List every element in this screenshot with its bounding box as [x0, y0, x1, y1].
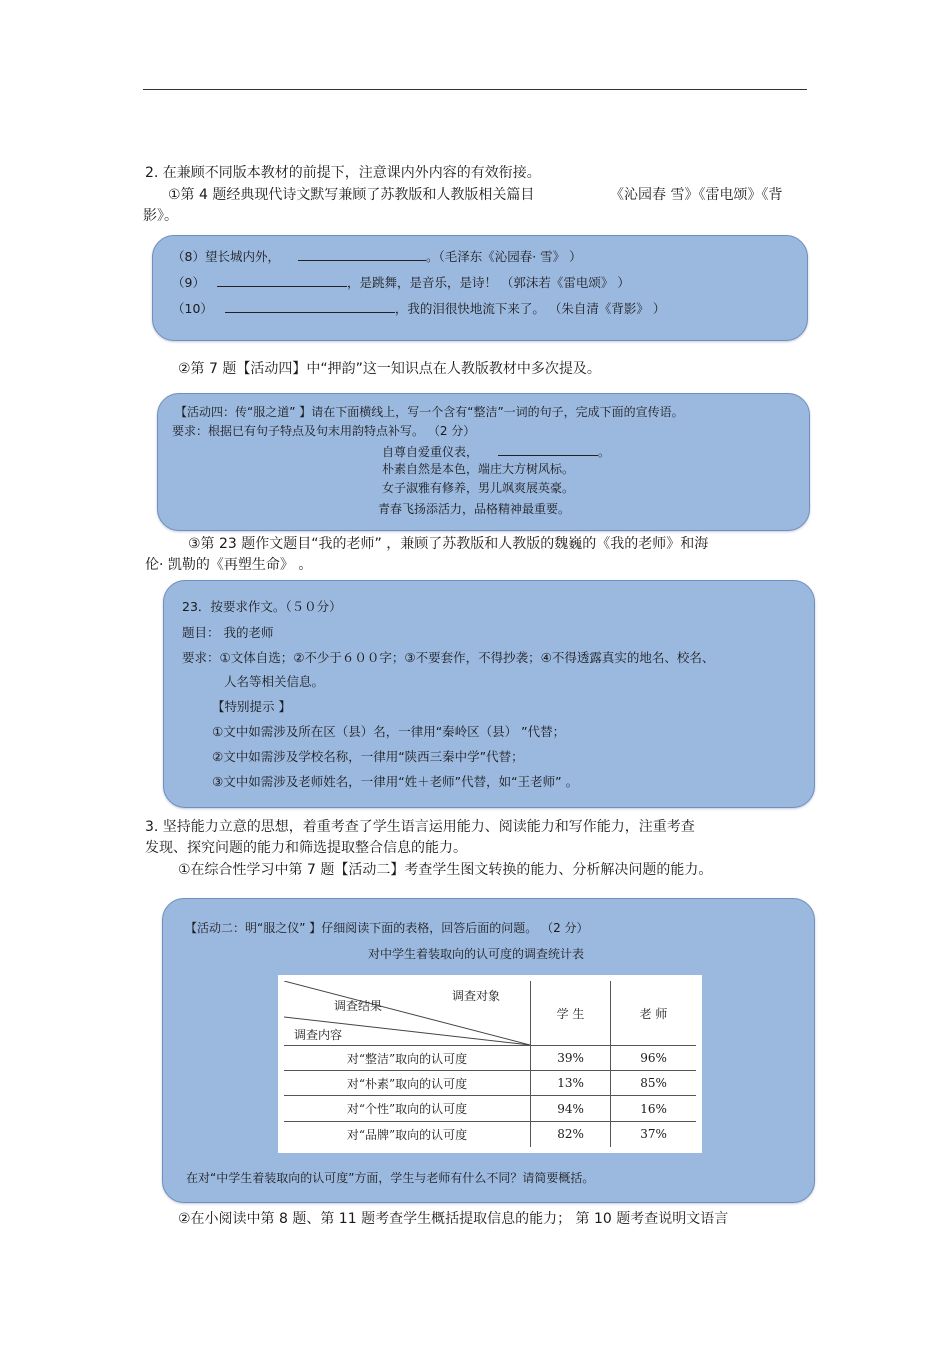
row-students: 82% — [531, 1121, 611, 1150]
row-teachers: 37% — [611, 1121, 699, 1150]
dictation-8-blank[interactable] — [298, 246, 426, 261]
table-row — [281, 1046, 699, 1071]
section2-item2: ②第 7 题【活动四】中“押韵”这一知识点在人教版教材中多次提及。 — [178, 361, 601, 377]
activity4-title: 【活动四：传“服之道” 】请在下面横线上，写一个含有“整洁”一词的句子，完成下面的宣传语。 — [175, 405, 684, 419]
header-survey-object: 调查对象 — [452, 989, 501, 1003]
essay-line2: 题目： 我的老师 — [182, 625, 274, 640]
row-label: 对“整洁”取向的认可度 — [281, 1046, 531, 1071]
section2-item1-tail: 影》。 — [143, 208, 178, 224]
activity2-question: 在对“中学生着装取向的认可度”方面，学生与老师有什么不同？请简要概括。 — [186, 1171, 595, 1185]
header-survey-result: 调查结果 — [334, 999, 383, 1013]
dictation-line-10 — [172, 298, 665, 317]
activity2-title: 【活动二：明“服之仪” 】仔细阅读下面的表格，回答后面的问题。 （2 分） — [185, 921, 589, 935]
dictation-8-source: 。（毛泽东《沁园春· 雪》 ） — [425, 249, 582, 264]
essay-line5: 【特别提示 】 — [212, 699, 291, 714]
section3-heading-line1: 3. 坚持能力立意的思想，着重考查了学生语言运用能力、阅读能力和写作能力，注重考查 — [145, 819, 695, 835]
col-teachers: 老 师 — [611, 978, 699, 1046]
row-teachers: 96% — [611, 1046, 699, 1071]
col-students: 学 生 — [531, 978, 611, 1046]
row-teachers: 16% — [611, 1096, 699, 1121]
header-survey-content: 调查内容 — [294, 1028, 343, 1042]
row-label: 对“品牌”取向的认可度 — [281, 1121, 531, 1150]
dictation-8-prefix: （8）望长城内外， — [172, 249, 280, 264]
section2-item1-text: ①第 4 题经典现代诗文默写兼顾了苏教版和人教版相关篇目 — [168, 187, 535, 203]
survey-header-row — [281, 978, 699, 1046]
activity4-line3: 女子淑雅有修养，男儿飒爽展英豪。 — [382, 481, 575, 495]
essay-line3: 要求：①文体自选；②不少于６００字；③不要套作，不得抄袭；④不得透露真实的地名、校名、 — [182, 650, 715, 665]
dictation-line-9 — [172, 272, 630, 291]
essay-line4: 人名等相关信息。 — [224, 674, 325, 689]
dictation-10-source: ，我的泪很快地流下来了。 （朱自清《背影》 ） — [394, 301, 666, 316]
row-label: 对“朴素”取向的认可度 — [281, 1071, 531, 1096]
activity4-line4: 青春飞扬添活力，品格精神最重要。 — [378, 502, 571, 516]
row-teachers: 85% — [611, 1071, 699, 1096]
diagonal-header-cell — [281, 978, 531, 1046]
dictation-9-prefix: （9） — [172, 275, 205, 290]
section3-item1: ①在综合性学习中第 7 题【活动二】考查学生图文转换的能力、分析解决问题的能力。 — [178, 862, 713, 878]
essay-line7: ②文中如需涉及学校名称，一律用“陕西三秦中学”代替； — [212, 749, 524, 764]
header-rule — [143, 89, 807, 90]
dictation-9-source: ，是跳舞，是音乐，是诗！ （郭沫若《雷电颂》 ） — [346, 275, 630, 290]
dictation-10-blank[interactable] — [225, 298, 395, 313]
table-caption: 对中学生着装取向的认可度的调查统计表 — [368, 947, 585, 961]
dictation-9-blank[interactable] — [217, 272, 347, 287]
row-students: 94% — [531, 1096, 611, 1121]
activity4-line2: 朴素自然是本色，端庄大方树风标。 — [382, 462, 575, 476]
essay-line6: ①文中如需涉及所在区（县）名，一律用“秦岭区（县） ”代替； — [212, 724, 566, 739]
essay-line8: ③文中如需涉及老师姓名，一律用“姓＋老师”代替，如“王老师” 。 — [212, 774, 579, 789]
dictation-10-prefix: （10） — [172, 301, 213, 316]
dictation-line-8 — [172, 246, 582, 265]
table-row — [281, 1096, 699, 1121]
essay-line1: 23．按要求作文。（５０分） — [182, 599, 342, 614]
activity4-line1 — [382, 441, 610, 460]
section3-heading-line2: 发现、探究问题的能力和筛选提取整合信息的能力。 — [145, 840, 467, 856]
activity4-blank[interactable] — [498, 441, 598, 456]
table-row — [281, 1071, 699, 1096]
row-label: 对“个性”取向的认可度 — [281, 1096, 531, 1121]
row-students: 39% — [531, 1046, 611, 1071]
section2-heading: 2. 在兼顾不同版本教材的前提下，注意课内外内容的有效衔接。 — [145, 165, 541, 181]
activity4-requirement: 要求：根据已有句子特点及句末用韵特点补写。 （2 分） — [172, 424, 476, 438]
row-students: 13% — [531, 1071, 611, 1096]
activity4-line1-end: 。 — [598, 445, 611, 459]
section2-item1-titles: 《沁园春 雪》《雷电颂》《背 — [610, 187, 783, 203]
activity4-line1-text: 自尊自爱重仪表， — [382, 445, 479, 459]
survey-table — [278, 975, 702, 1153]
section3-item2: ②在小阅读中第 8 题、第 11 题考查学生概括提取信息的能力； 第 10 题考查说明文语言 — [178, 1211, 729, 1227]
section2-item3-line2: 伦· 凯勒的《再塑生命》 。 — [145, 557, 313, 573]
table-row — [281, 1121, 699, 1150]
section2-item3-line1: ③第 23 题作文题目“我的老师” ，兼顾了苏教版和人教版的魏巍的《我的老师》和海 — [188, 536, 709, 552]
